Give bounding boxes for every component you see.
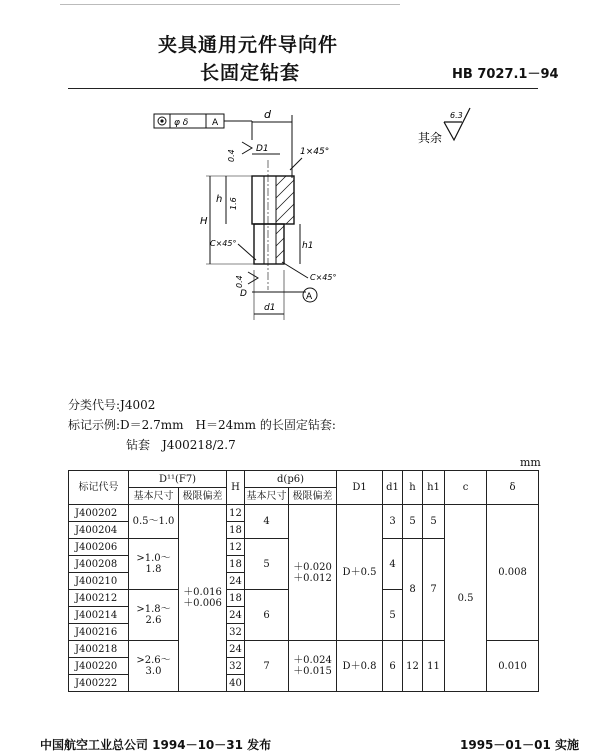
cell-h: 8 bbox=[403, 539, 423, 641]
table-row-code: J400218 bbox=[69, 641, 129, 658]
th-c: c bbox=[445, 471, 487, 505]
cell-d-basic: 4 bbox=[245, 505, 289, 539]
example-value: 钻套 J400218/2.7 bbox=[126, 438, 236, 452]
cell-delta: 0.008 bbox=[487, 505, 539, 641]
label-D: D bbox=[240, 289, 247, 299]
cell-d-dev: ＋0.024 ＋0.015 bbox=[289, 641, 337, 692]
table-row-code: J400208 bbox=[69, 556, 129, 573]
th-H: H bbox=[227, 471, 245, 505]
page-title-line1: 夹具通用元件导向件 bbox=[158, 34, 339, 56]
cell-h1: 11 bbox=[423, 641, 445, 692]
th-d-basic: 基本尺寸 bbox=[245, 488, 289, 505]
cell-D-basic: 0.5～1.0 bbox=[129, 505, 179, 539]
cell-D-basic: >2.6～3.0 bbox=[129, 641, 179, 692]
th-h: h bbox=[403, 471, 423, 505]
cell-H: 32 bbox=[227, 624, 245, 641]
cell-D-basic: >1.0～1.8 bbox=[129, 539, 179, 590]
class-code: 分类代号:J4002 bbox=[68, 398, 156, 412]
cell-D1: D＋0.5 bbox=[337, 505, 383, 641]
footer-effective: 1995－01－01 实施 bbox=[460, 738, 579, 752]
label-c45-right: C×45° bbox=[310, 273, 337, 282]
cell-h: 12 bbox=[403, 641, 423, 692]
header-rule bbox=[68, 88, 538, 89]
example-label: 标记示例:D＝2.7mm H＝24mm 的长固定钻套: bbox=[68, 418, 336, 432]
cell-d-basic: 7 bbox=[245, 641, 289, 692]
table-row-code: J400210 bbox=[69, 573, 129, 590]
cell-d1: 5 bbox=[383, 590, 403, 641]
th-h1: h1 bbox=[423, 471, 445, 505]
cell-c: 0.5 bbox=[445, 505, 487, 692]
unit-label: mm bbox=[520, 456, 541, 469]
label-h: h bbox=[216, 194, 223, 205]
th-D-dev: 极限偏差 bbox=[179, 488, 227, 505]
th-D: D¹¹(F7) bbox=[129, 471, 227, 488]
cell-H: 24 bbox=[227, 573, 245, 590]
table-row-code: J400206 bbox=[69, 539, 129, 556]
cell-H: 24 bbox=[227, 607, 245, 624]
label-c45-left: C×45° bbox=[210, 239, 237, 248]
tolerance-datum: A bbox=[212, 118, 219, 128]
label-chamfer-top: 1×45° bbox=[300, 147, 330, 157]
cell-D-dev: ＋0.016 ＋0.006 bbox=[179, 505, 227, 692]
label-ra-side: 1.6 bbox=[229, 197, 238, 210]
table-row-code: J400202 bbox=[69, 505, 129, 522]
cell-d-basic: 6 bbox=[245, 590, 289, 641]
table-row-code: J400220 bbox=[69, 658, 129, 675]
tolerance-value: φ δ bbox=[174, 118, 189, 128]
label-ra-bottom: 0.4 bbox=[235, 275, 244, 288]
standard-number: HB 7027.1－94 bbox=[452, 67, 559, 82]
table-row-code: J400222 bbox=[69, 675, 129, 692]
label-datum: A bbox=[306, 292, 313, 302]
label-H: H bbox=[200, 216, 208, 227]
roughness-note: 其余 bbox=[418, 131, 443, 145]
label-D1: D1 bbox=[256, 144, 269, 154]
cell-d1: 6 bbox=[383, 641, 403, 692]
roughness-value: 6.3 bbox=[450, 111, 463, 120]
table-row-code: J400216 bbox=[69, 624, 129, 641]
cell-H: 32 bbox=[227, 658, 245, 675]
cell-d-basic: 5 bbox=[245, 539, 289, 590]
label-h1: h1 bbox=[302, 241, 314, 251]
cell-H: 18 bbox=[227, 590, 245, 607]
bushing-drawing bbox=[140, 100, 540, 330]
cell-d1: 4 bbox=[383, 539, 403, 590]
cell-H: 18 bbox=[227, 522, 245, 539]
th-D-basic: 基本尺寸 bbox=[129, 488, 179, 505]
cell-H: 12 bbox=[227, 539, 245, 556]
label-ra-top: 0.4 bbox=[227, 149, 236, 162]
table-row-code: J400212 bbox=[69, 590, 129, 607]
cell-d1: 3 bbox=[383, 505, 403, 539]
top-partial-header bbox=[60, 0, 400, 5]
cell-H: 40 bbox=[227, 675, 245, 692]
cell-D-basic: >1.8～2.6 bbox=[129, 590, 179, 641]
cell-h1: 5 bbox=[423, 505, 445, 539]
page-title-line2: 长固定钻套 bbox=[200, 62, 301, 84]
cell-d-dev: ＋0.020 ＋0.012 bbox=[289, 505, 337, 641]
th-d1: d1 bbox=[383, 471, 403, 505]
label-d1: d1 bbox=[264, 303, 276, 313]
table-row-code: J400214 bbox=[69, 607, 129, 624]
th-delta: δ bbox=[487, 471, 539, 505]
th-code: 标记代号 bbox=[69, 471, 129, 505]
spec-table bbox=[68, 470, 539, 692]
cell-H: 12 bbox=[227, 505, 245, 522]
th-d-dev: 极限偏差 bbox=[289, 488, 337, 505]
th-D1: D1 bbox=[337, 471, 383, 505]
cell-H: 24 bbox=[227, 641, 245, 658]
label-d: d bbox=[264, 108, 271, 121]
th-d: d(p6) bbox=[245, 471, 337, 488]
footer-issue: 中国航空工业总公司 1994－10－31 发布 bbox=[40, 738, 272, 752]
cell-h1: 7 bbox=[423, 539, 445, 641]
cell-delta: 0.010 bbox=[487, 641, 539, 692]
cell-h: 5 bbox=[403, 505, 423, 539]
table-row-code: J400204 bbox=[69, 522, 129, 539]
cell-H: 18 bbox=[227, 556, 245, 573]
cell-D1: D＋0.8 bbox=[337, 641, 383, 692]
